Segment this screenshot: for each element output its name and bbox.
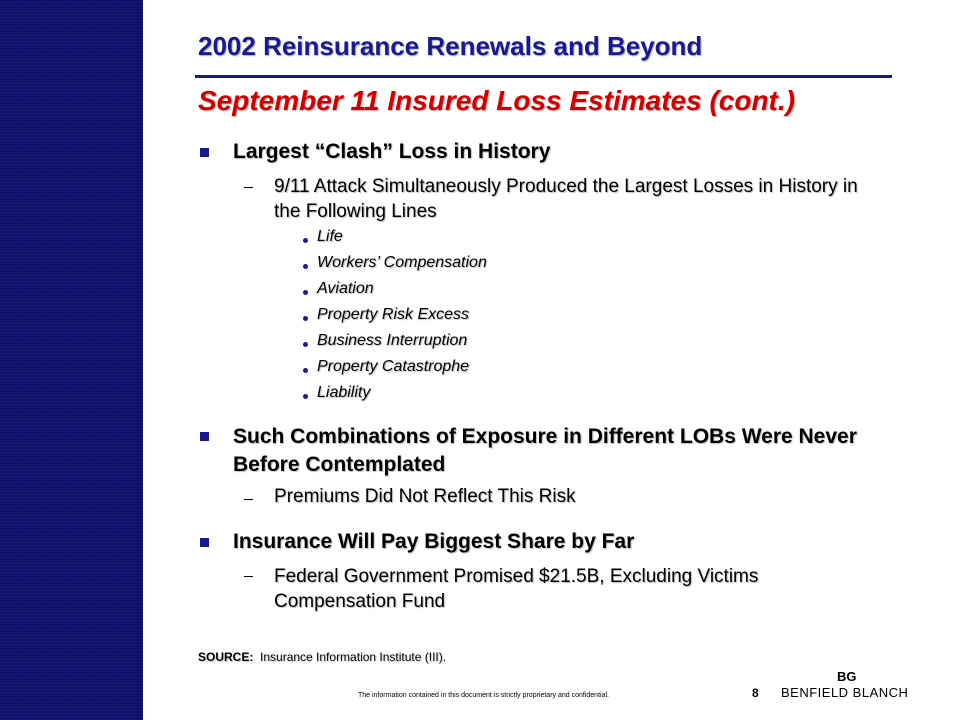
bullet-dot-icon [303, 264, 308, 269]
slide-title: 2002 Reinsurance Renewals and Beyond [198, 31, 703, 61]
bullet-2-text: Such Combinations of Exposure in Different LOBs Were Never Before Contemplated [233, 425, 857, 476]
sidebar-band [0, 0, 143, 720]
bullet-3-sub: Federal Government Promised $21.5B, Excluding Victims Compensation Fund [274, 566, 759, 612]
title-rule [195, 75, 892, 78]
bullet-1-sub: 9/11 Attack Simultaneously Produced the Largest Losses in History in the Following Lines [274, 176, 858, 222]
dash-icon [244, 499, 253, 500]
bullet-square-icon [200, 432, 209, 441]
dash-icon [244, 576, 253, 577]
company-logo-text: BENFIELD BLANCH [781, 685, 909, 700]
benfield-logo-icon [837, 669, 859, 683]
bullet-square-icon [200, 148, 209, 157]
line-item: Life [317, 228, 343, 245]
bullet-1-text: Largest “Clash” Loss in History [233, 140, 551, 163]
bullet-3-text: Insurance Will Pay Biggest Share by Far [233, 530, 635, 553]
source-note [198, 650, 446, 664]
dash-icon [244, 187, 253, 188]
line-item: Liability [317, 384, 371, 401]
page-number: 8 [752, 686, 759, 700]
line-item: Business Interruption [317, 332, 468, 349]
line-item: Property Catastrophe [317, 358, 470, 375]
bullet-dot-icon [303, 316, 308, 321]
source-text: Insurance Information Institute (III). [260, 650, 447, 664]
bullet-dot-icon [303, 290, 308, 295]
logo-mark-text: BG [837, 669, 857, 683]
bullet-dot-icon [303, 238, 308, 243]
bullet-square-icon [200, 538, 209, 547]
slide-subtitle: September 11 Insured Loss Estimates (cont.) [198, 85, 795, 116]
source-label: SOURCE: [198, 650, 254, 664]
line-item: Property Risk Excess [317, 306, 470, 323]
confidentiality-footer: The information contained in this document is strictly proprietary and confidential. [358, 692, 609, 699]
bullet-dot-icon [303, 368, 308, 373]
bullet-dot-icon [303, 342, 308, 347]
bullet-dot-icon [303, 394, 308, 399]
line-item: Aviation [317, 280, 374, 297]
bullet-2-sub: Premiums Did Not Reflect This Risk [274, 486, 576, 507]
line-item: Workers’ Compensation [317, 254, 487, 271]
